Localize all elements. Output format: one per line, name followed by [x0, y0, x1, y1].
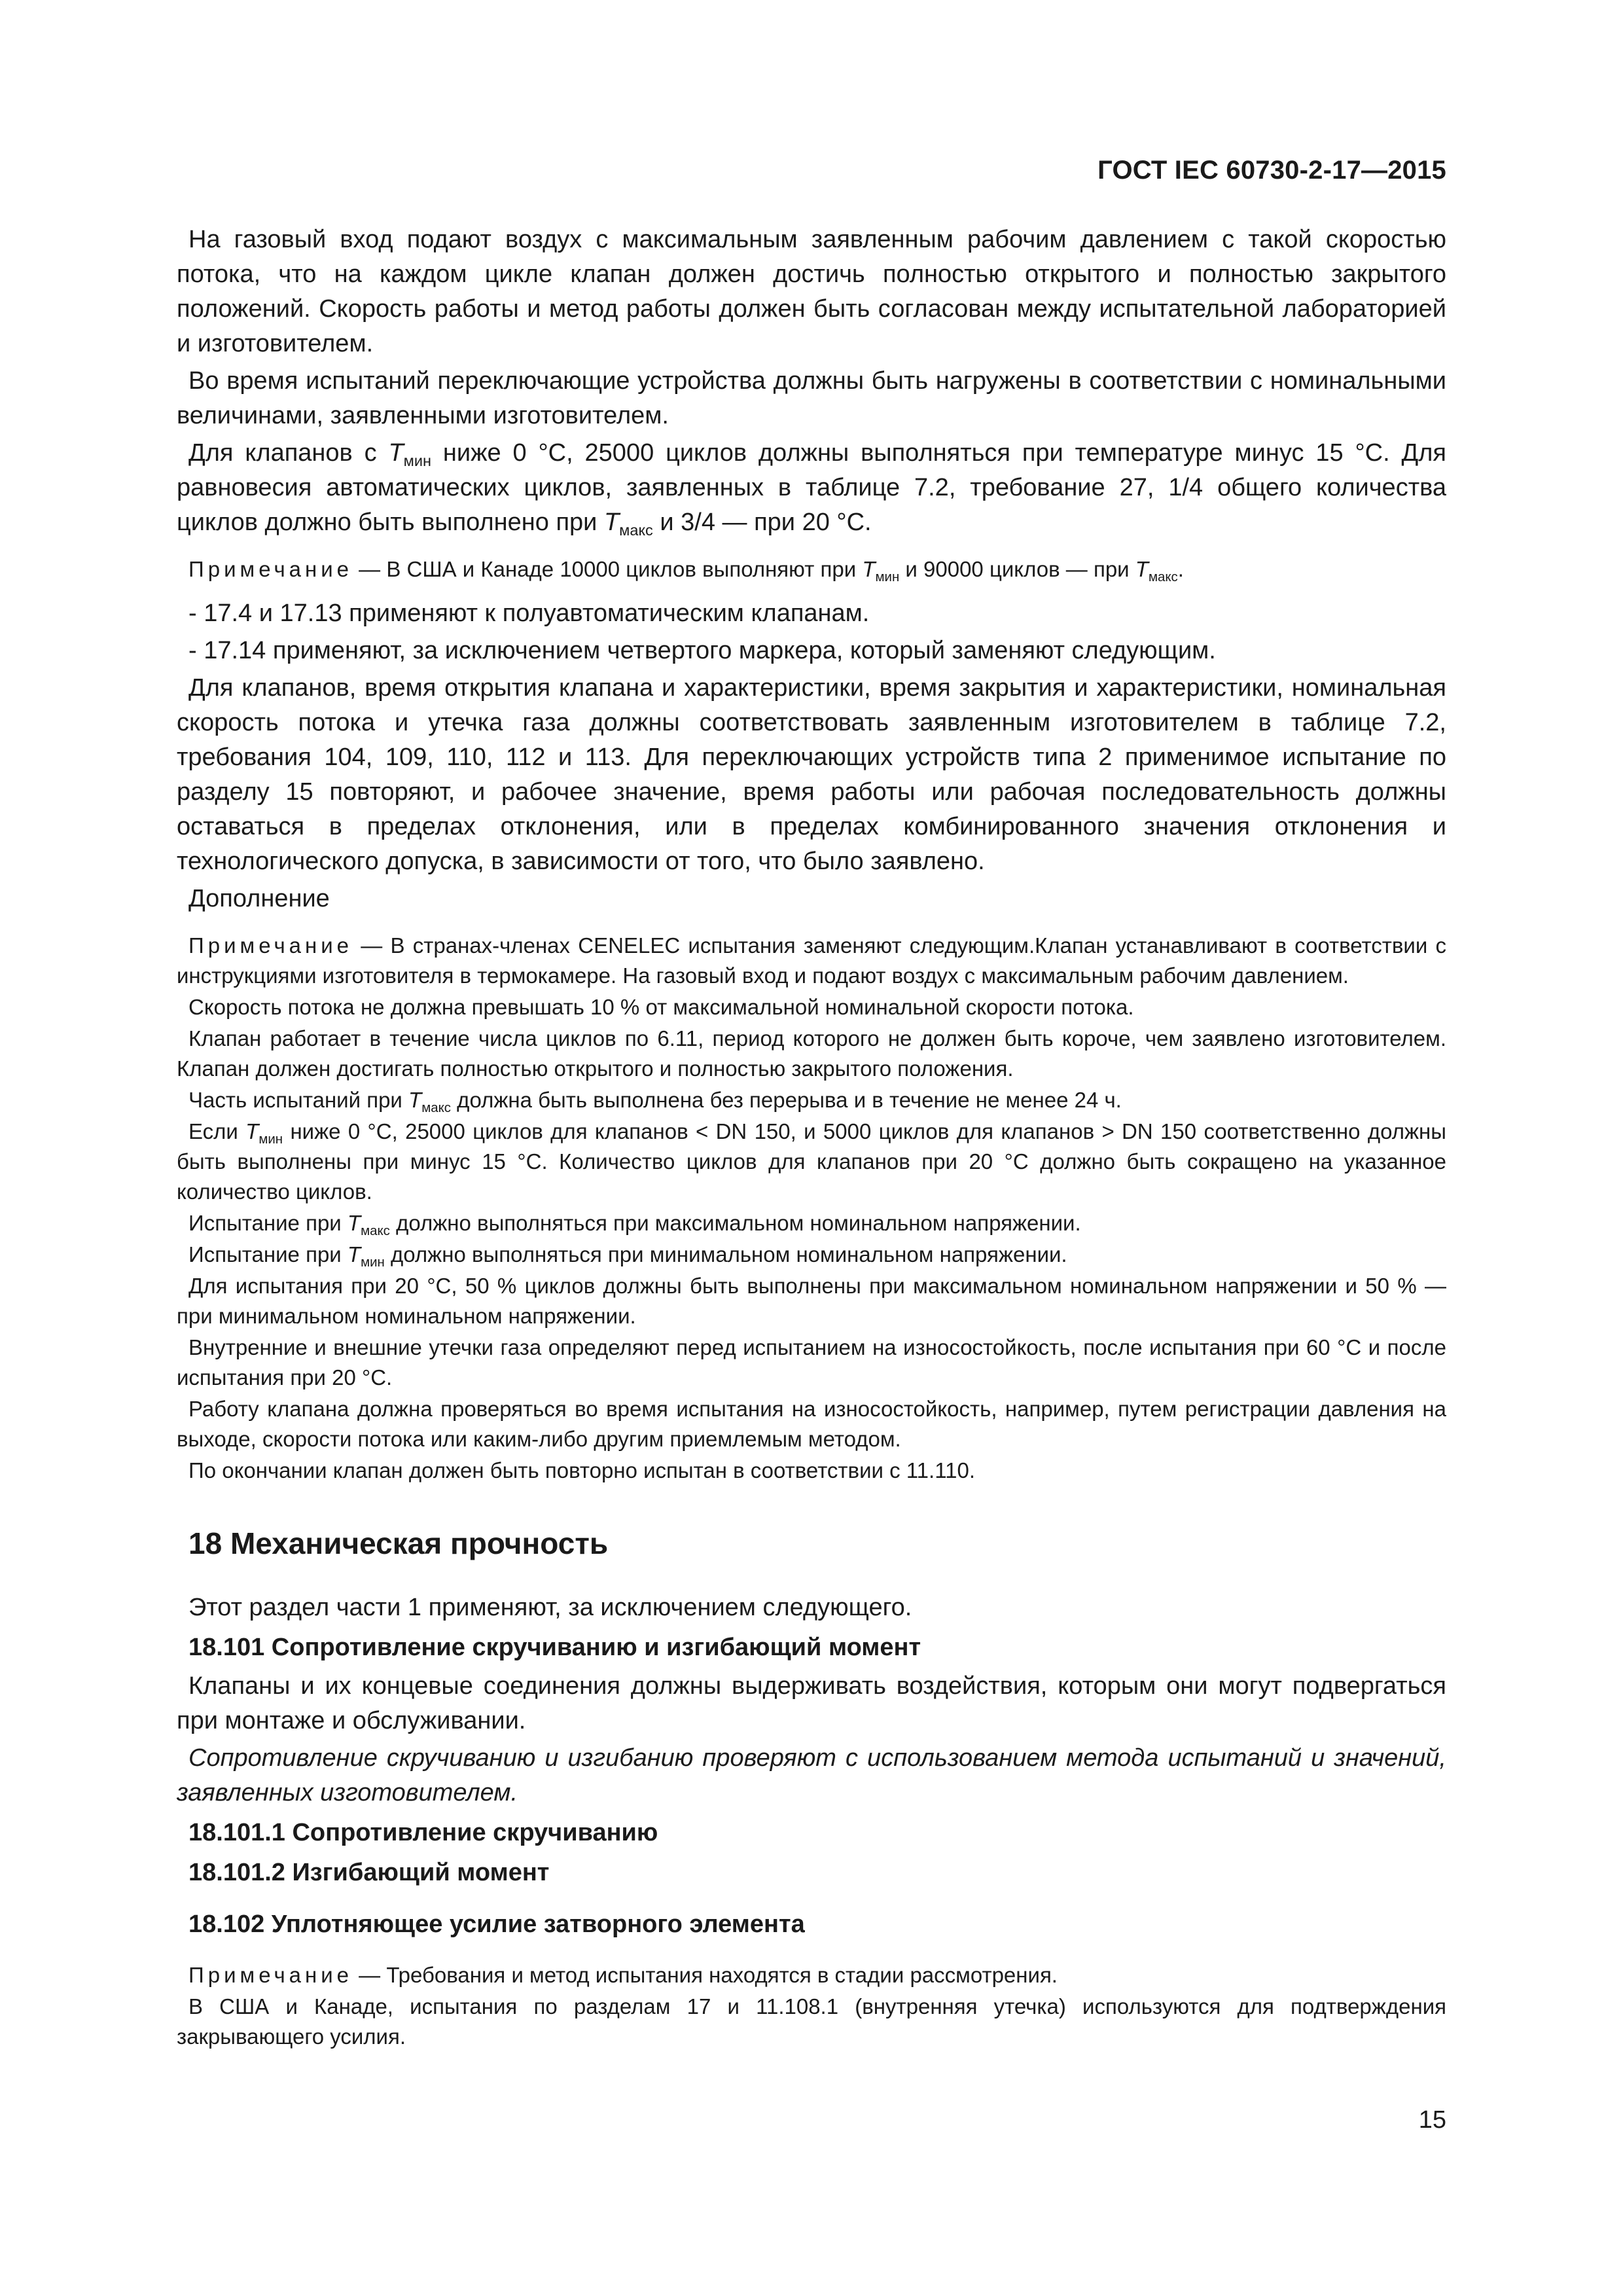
- text-run: Испытание при: [188, 1242, 348, 1266]
- text-run: Испытание при: [188, 1211, 348, 1235]
- italic-paragraph: Сопротивление скручиванию и изгибанию проверяют с использованием метода испытаний и значений, заявленных изготовителем.: [177, 1744, 1446, 1806]
- subsection-heading: 18.101.2 Изгибающий момент: [188, 1859, 550, 1886]
- symbol-t: T: [1135, 557, 1149, 581]
- paragraph: Для клапанов, время открытия клапана и характеристики, время закрытия и характеристики, номинальная скорость потока и утечка газа должны соответствовать заявленным изготовителем в таблице 7.2, требования 104, 109, 110, 112 и 113. Для переключающих устройств типа 2 применимое испытание по разделу 15 повторяют, и рабочее значение, время работы или рабочая последовательность должны оставаться в пределах отклонения, или в пределах комбинированного значения отклонения и технологического допуска, в зависимости от того, что было заявлено.: [177, 674, 1446, 875]
- symbol-t: T: [862, 557, 876, 581]
- list-item: - 17.4 и 17.13 применяют к полуавтоматическим клапанам.: [188, 600, 870, 627]
- subsection-heading: 18.101.1 Сопротивление скручиванию: [188, 1819, 658, 1846]
- note-line: [177, 1117, 1446, 1207]
- note-line: По окончании клапан должен быть повторно испытан в соответствии с 11.110.: [188, 1458, 975, 1482]
- symbol-t: T: [245, 1119, 259, 1143]
- note: [177, 931, 1446, 991]
- text-run: — Требования и метод испытания находятся в стадии рассмотрения.: [353, 1963, 1058, 1987]
- subscript-min: мин: [361, 1255, 385, 1270]
- symbol-t: T: [347, 1242, 361, 1266]
- note-line: Скорость потока не должна превышать 10 % от максимальной номинальной скорости потока.: [188, 995, 1134, 1019]
- symbol-t: T: [388, 439, 404, 467]
- list-item: - 17.14 применяют, за исключением четвертого маркера, который заменяют следующим.: [188, 637, 1216, 664]
- subscript-min: мин: [403, 452, 432, 470]
- note-line: Внутренние и внешние утечки газа определяют перед испытанием на износостойкость, после испытания при 60 °С и после испытания при 20 °С.: [177, 1335, 1446, 1390]
- paragraph: На газовый вход подают воздух с максимальным заявленным рабочим давлением с такой скоростью потока, что на каждом цикле клапан должен достичь полностью открытого и полностью закрытого положений. Скорость работы и метод работы должен быть согласован между испытательной лабораторией и изготовителем.: [177, 226, 1446, 357]
- paragraph: Во время испытаний переключающие устройства должны быть нагружены в соответствии с номинальными величинами, заявленными изготовителем.: [177, 367, 1446, 429]
- section-heading: 18 Механическая прочность: [188, 1526, 609, 1560]
- note-label: Примечание: [188, 1963, 353, 1987]
- text-run: — В странах-членах CENELEC испытания заменяют следующим.Клапан устанавливают в соответствии с инструкциями изготовителя в термокамере. На газовый вход и подают воздух с максимальным рабочим давлением.: [177, 933, 1446, 988]
- note-line: В США и Канаде, испытания по разделам 17 и 11.108.1 (внутренняя утечка) используются для подтверждения закрывающего усилия.: [177, 1994, 1446, 2049]
- note-label: Примечание: [188, 933, 353, 958]
- subsection-heading: 18.101 Сопротивление скручиванию и изгибающий момент: [188, 1634, 921, 1661]
- subscript-min: мин: [875, 569, 900, 585]
- text-run: и 3/4 — при 20 °С.: [652, 509, 872, 536]
- paragraph: Дополнение: [188, 885, 330, 912]
- note: [177, 554, 1446, 584]
- note-line: [177, 1208, 1446, 1238]
- note-label: Примечание: [188, 557, 353, 581]
- subsection-heading: 18.102 Уплотняющее усилие затворного элемента: [188, 1910, 805, 1938]
- subscript-max: макс: [421, 1100, 452, 1116]
- text-run: Если: [188, 1119, 246, 1143]
- subscript-min: мин: [259, 1132, 283, 1147]
- text-run: Для клапанов с: [188, 439, 389, 467]
- note-line: [177, 1085, 1446, 1115]
- paragraph: Клапаны и их концевые соединения должны выдерживать воздействия, которым они могут подвергаться при монтаже и обслуживании.: [177, 1672, 1446, 1734]
- paragraph: Этот раздел части 1 применяют, за исключением следующего.: [188, 1594, 912, 1621]
- text-run: Часть испытаний при: [188, 1088, 409, 1112]
- text-run: ниже 0 °С, 25000 циклов для клапанов < DN 150, и 5000 циклов для клапанов > DN 150 соответственно должны быть выполнены при минус 15 °С. Количество циклов для клапанов при 20 °С должно быть сокращено на указанное количество циклов.: [177, 1119, 1447, 1204]
- symbol-t: T: [347, 1211, 361, 1235]
- subscript-max: макс: [619, 522, 653, 539]
- note-line: Работу клапана должна проверяться во время испытания на износостойкость, например, путем регистрации давления на выходе, скорости потока или каким-либо другим приемлемым методом.: [177, 1397, 1446, 1451]
- page-number: 15: [1418, 2106, 1446, 2134]
- note-line: Клапан работает в течение числа циклов по 6.11, период которого не должен быть короче, чем заявлено изготовителем. Клапан должен достигать полностью открытого и полностью закрытого положения.: [177, 1026, 1446, 1081]
- text-run: — В США и Канаде 10000 циклов выполняют при: [353, 557, 863, 581]
- subscript-max: макс: [361, 1223, 390, 1239]
- document-code-header: ГОСТ IEC 60730-2-17—2015: [1097, 156, 1446, 185]
- text-run: должно выполняться при максимальном номинальном напряжении.: [389, 1211, 1081, 1235]
- text-run: должно выполняться при минимальном номинальном напряжении.: [384, 1242, 1067, 1266]
- paragraph: [177, 436, 1446, 540]
- text-run: ниже 0 °С, 25000 циклов должны выполняться при температуре минус 15 °С. Для равновесия автоматических циклов, заявленных в таблице 7.2, требование 27, 1/4 общего количества циклов должно быть выполнено при: [177, 439, 1446, 536]
- symbol-t: T: [408, 1088, 422, 1112]
- symbol-t: T: [603, 509, 620, 536]
- note: [177, 1960, 1446, 1990]
- note-line: [177, 1240, 1446, 1270]
- note-line: Для испытания при 20 °С, 50 % циклов должны быть выполнены при максимальном номинальном напряжении и 50 % — при минимальном номинальном напряжении.: [177, 1274, 1446, 1328]
- subscript-max: макс: [1148, 569, 1178, 585]
- page-content: [177, 223, 1446, 2053]
- text-run: должна быть выполнена без перерыва и в течение не менее 24 ч.: [451, 1088, 1122, 1112]
- text-run: .: [1177, 557, 1184, 581]
- text-run: и 90000 циклов — при: [899, 557, 1135, 581]
